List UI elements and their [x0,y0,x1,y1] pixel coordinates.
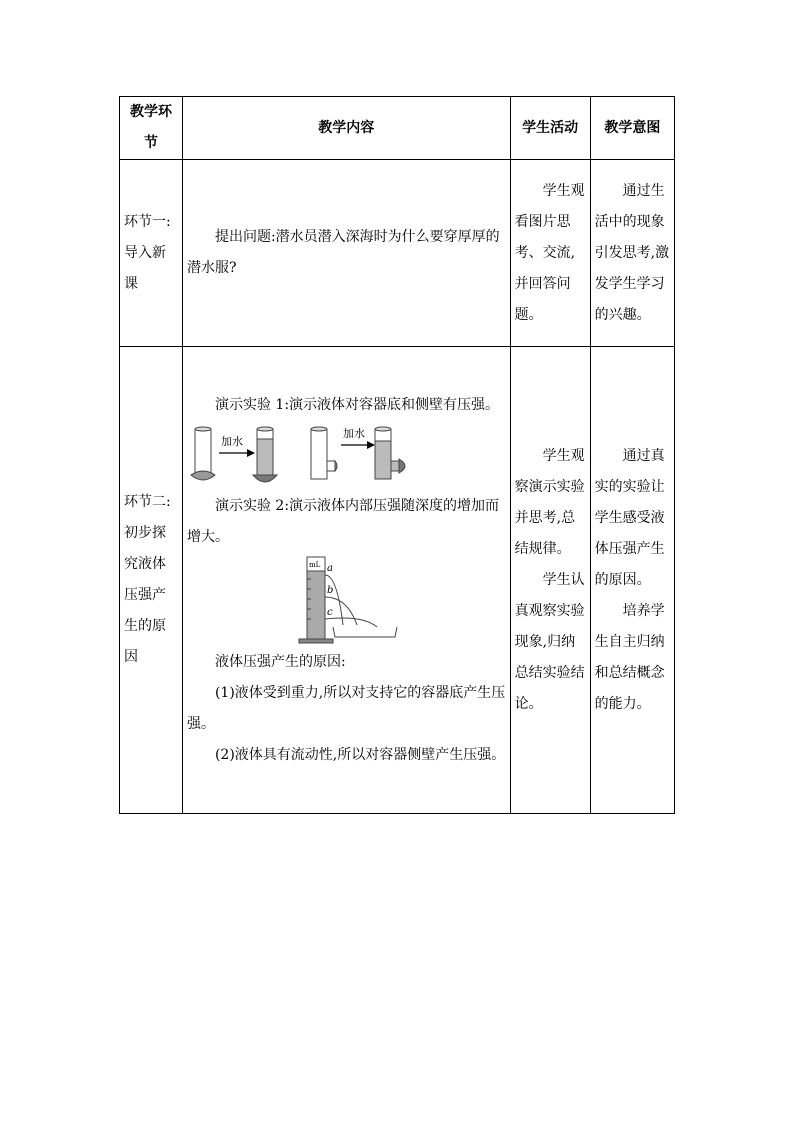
intent-paragraph: 通过生活中的现象引发思考,激发学生学习的兴趣。 [594,182,670,323]
fig2-label-b: b [326,584,334,596]
header-intent: 教学意图 [590,97,674,160]
content-cell [182,347,510,814]
content-paragraph: (1)液体受到重力,所以对支持它的容器底产生压强。 [186,684,506,732]
student-paragraph: 学生观看图片思考、交流,并回答问题。 [514,182,585,323]
fig1-label-b: 加水 [342,426,365,440]
lesson-plan-table [119,96,675,814]
header-student-activity: 学生活动 [510,97,590,160]
table-row [120,160,675,347]
stage-cell: 环节二:初步探究液体压强产生的原因 [120,347,183,814]
fig2-label-c: c [326,606,333,618]
intent-paragraph: 通过真实的实验让学生感受液体压强产生的原因。 [594,447,665,588]
content-paragraph: 演示实验 1:演示液体对容器底和侧壁有压强。 [214,396,500,413]
student-cell [510,347,590,814]
content-cell [182,160,510,347]
header-row [120,97,675,160]
fig1-label-a: 加水 [220,434,243,448]
stage-cell: 环节一:导入新课 [120,160,183,347]
student-cell [510,160,590,347]
header-content: 教学内容 [182,97,510,160]
intent-cell [590,160,674,347]
intent-paragraph: 培养学生自主归纳和总结概念的能力。 [594,602,665,712]
content-paragraph: (2)液体具有流动性,所以对容器侧壁产生压强。 [214,746,506,763]
experiment-1-figure [187,423,487,489]
content-paragraph: 提出问题:潜水员潜入深海时为什么要穿厚厚的潜水服? [186,229,500,276]
fig2-label-a: a [326,562,333,574]
content-paragraph: 演示实验 2:演示液体内部压强随深度的增加而增大。 [186,497,500,545]
header-stage: 教学环节 [120,97,183,160]
content-paragraph: 液体压强产生的原因: [214,653,346,670]
intent-cell [590,347,674,814]
experiment-2-figure [187,555,487,645]
student-paragraph: 学生观察演示实验并思考,总结规律。 [514,447,585,557]
fig2-unit: mL [308,560,321,569]
table-row [120,347,675,814]
student-paragraph: 学生认真观察实验现象,归纳总结实验结论。 [514,571,585,712]
